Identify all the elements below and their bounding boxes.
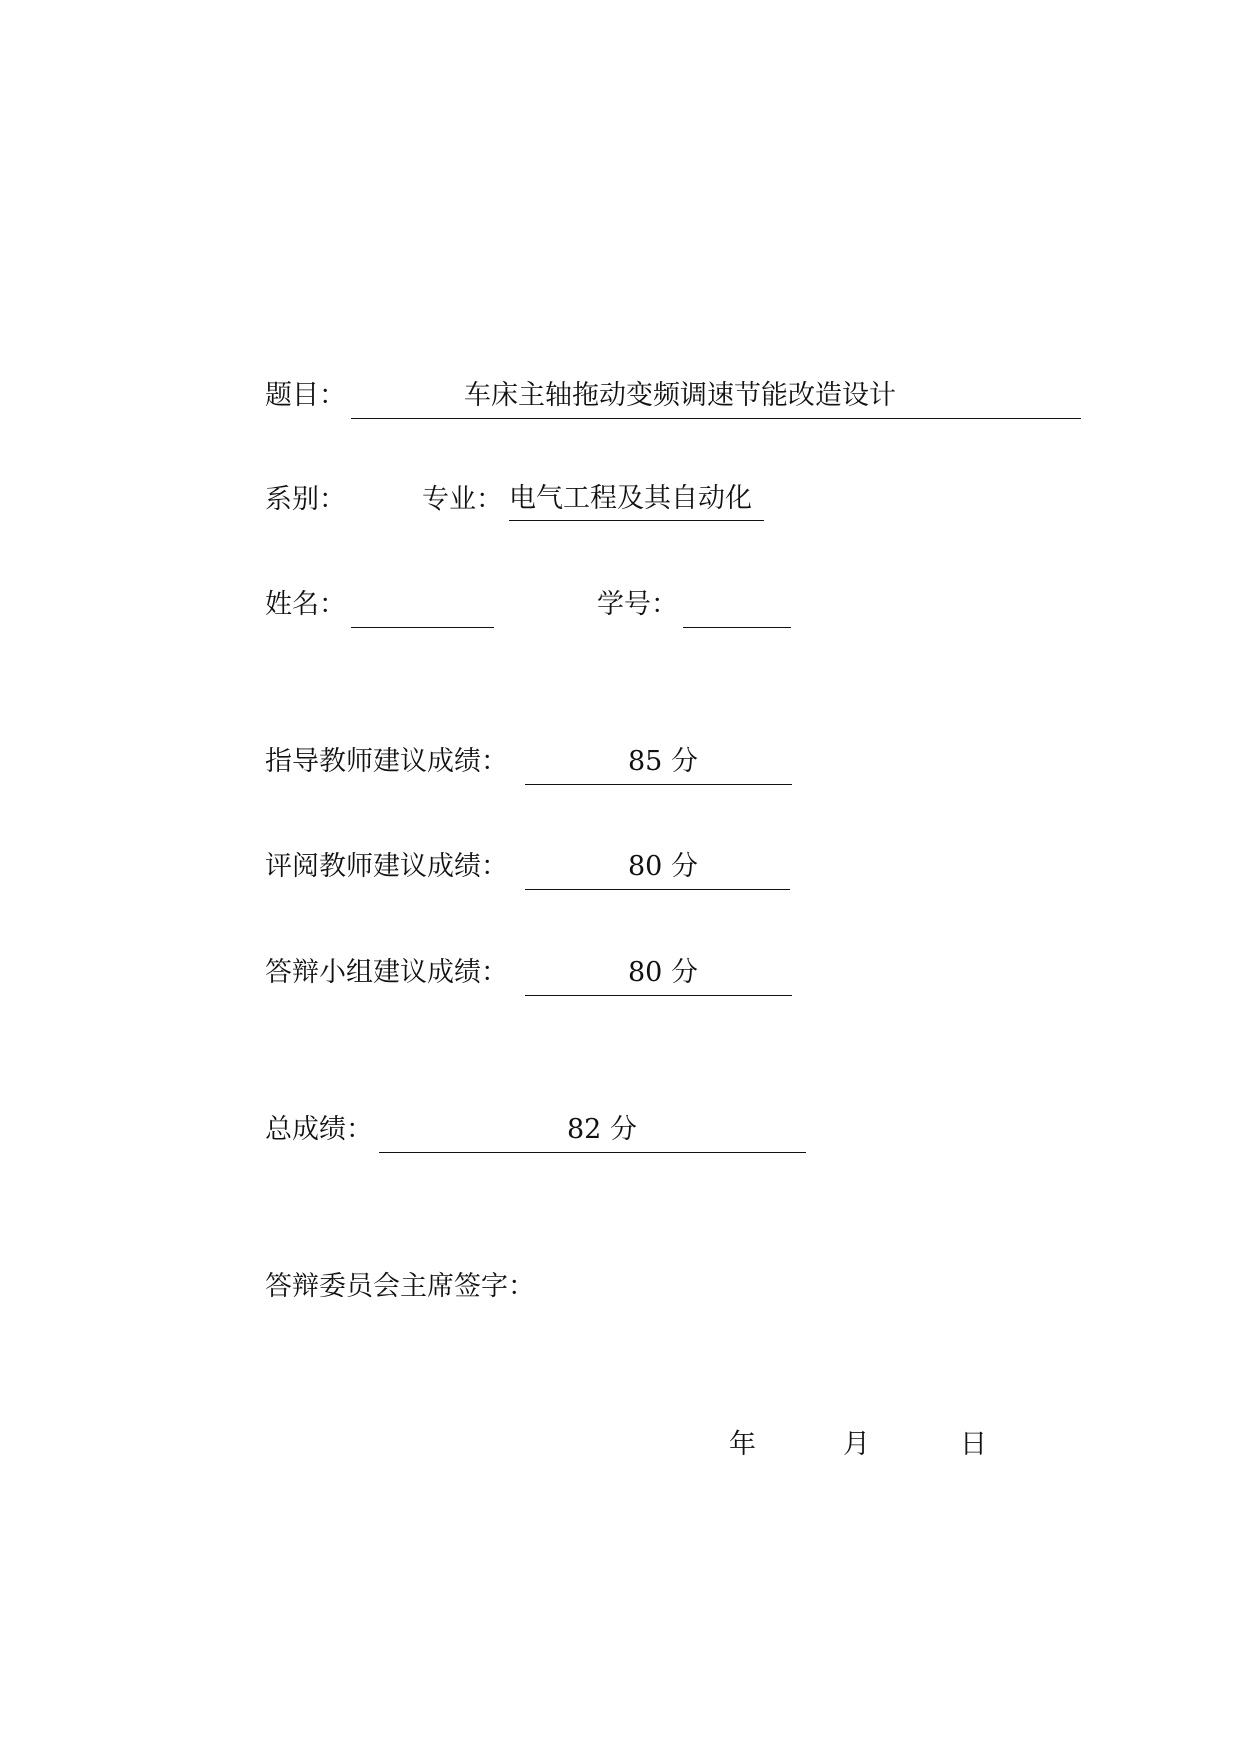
defense-grade-value: 80 分 <box>628 957 698 988</box>
defense-grade-field <box>525 951 792 996</box>
defense-grade-label: 答辩小组建议成绩： <box>265 957 508 988</box>
name-field <box>351 583 494 628</box>
reviewer-grade-field <box>525 845 790 890</box>
reviewer-grade-value: 80 分 <box>628 851 698 882</box>
advisor-grade-field <box>525 740 792 785</box>
chair-signature-label: 答辩委员会主席签字： <box>265 1271 535 1302</box>
title-label: 题目： <box>265 380 346 411</box>
advisor-grade-label: 指导教师建议成绩： <box>265 746 508 777</box>
department-label: 系别： <box>265 484 346 515</box>
major-field <box>509 478 779 522</box>
date-month-label: 月 <box>843 1429 870 1460</box>
total-grade-value: 82 分 <box>567 1114 637 1145</box>
name-label: 姓名： <box>265 589 346 620</box>
major-value: 电气工程及其自动化 <box>509 478 764 521</box>
student-id-field <box>683 583 791 628</box>
reviewer-grade-label: 评阅教师建议成绩： <box>265 851 508 882</box>
title-value: 车床主轴拖动变频调速节能改造设计 <box>464 380 896 411</box>
advisor-grade-value: 85 分 <box>628 746 698 777</box>
date-year-label: 年 <box>729 1429 756 1460</box>
date-day-label: 日 <box>960 1429 987 1460</box>
student-id-label: 学号： <box>597 589 678 620</box>
total-grade-field <box>379 1108 806 1153</box>
total-grade-label: 总成绩： <box>265 1114 373 1145</box>
major-label: 专业： <box>422 484 503 515</box>
title-field <box>351 374 1081 419</box>
